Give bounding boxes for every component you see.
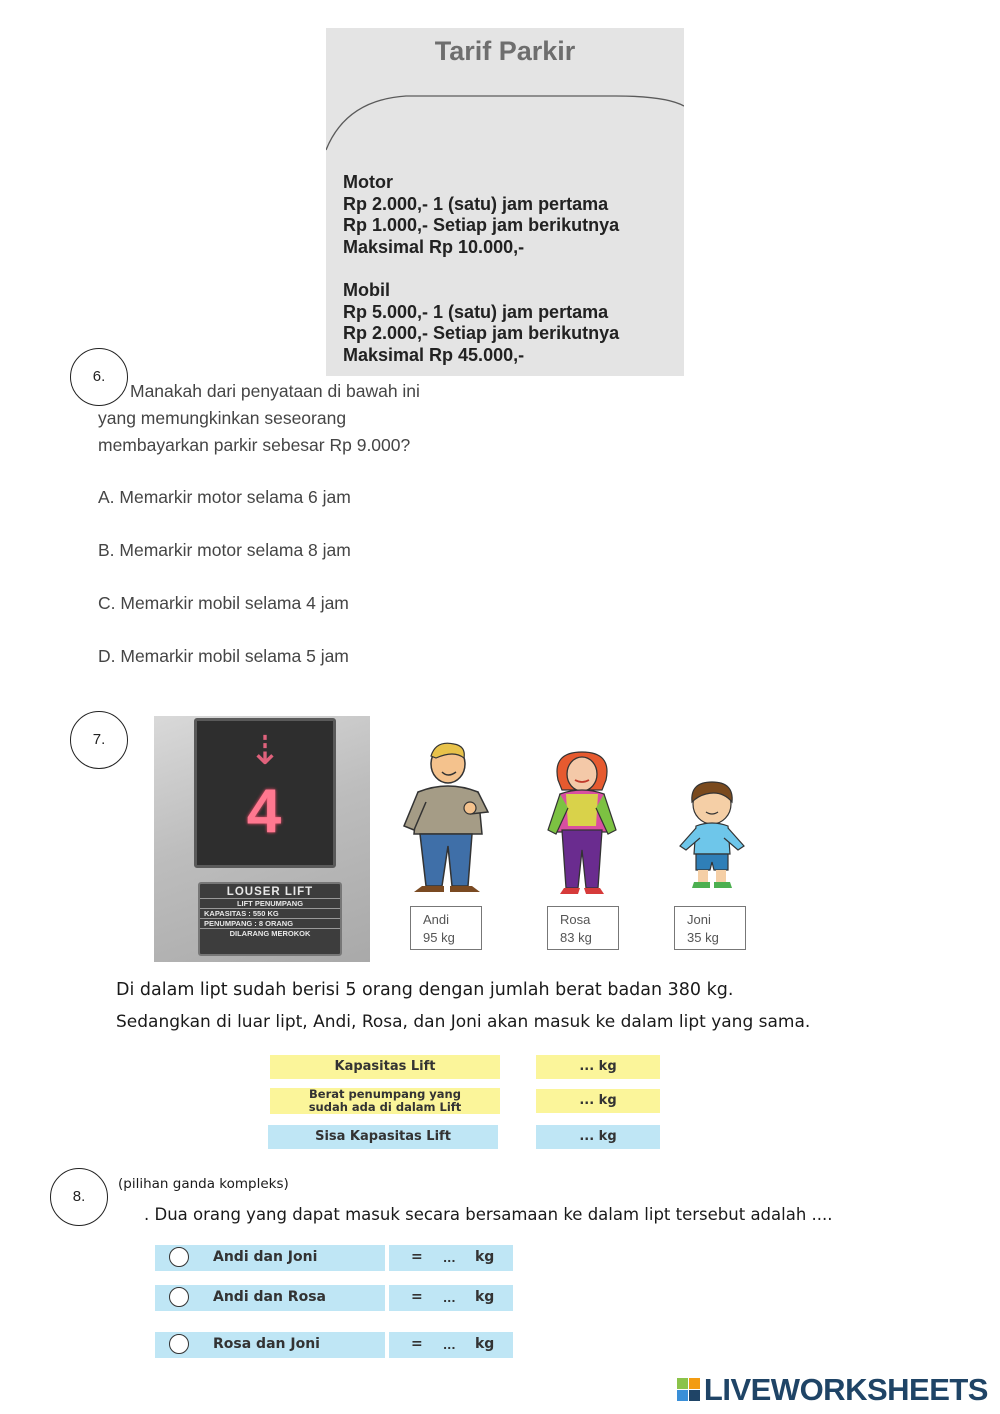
- q7-text-line-2: Sedangkan di luar lipt, Andi, Rosa, dan Joni akan masuk ke dalam lipt yang sama.: [116, 1012, 811, 1032]
- q6-question-line: membayarkan parkir sebesar Rp 9.000?: [98, 435, 411, 455]
- plate-line: LOUSER LIFT: [226, 886, 314, 898]
- capacity-input[interactable]: ... kg: [536, 1055, 660, 1079]
- liveworksheets-brand: [677, 1372, 988, 1408]
- existing-weight-input[interactable]: ... kg: [536, 1089, 660, 1113]
- existing-weight-label-line: Berat penumpang yang: [309, 1087, 461, 1101]
- value-placeholder: ...: [443, 1339, 456, 1352]
- existing-weight-label-line: sudah ada di dalam Lift: [308, 1100, 462, 1114]
- unit-label: kg: [475, 1336, 495, 1352]
- remaining-capacity-input[interactable]: ... kg: [536, 1125, 660, 1149]
- rosa-name: Rosa: [560, 912, 591, 927]
- brand-name: LIVEWORKSHEETS: [703, 1372, 988, 1407]
- question-number-7: 7.: [70, 711, 128, 769]
- plate-line: KAPASITAS : 550 KG: [200, 908, 340, 918]
- lift-photo: [154, 716, 370, 962]
- capacity-label: Kapasitas Lift: [270, 1055, 500, 1079]
- equals-sign: =: [411, 1249, 423, 1265]
- tarif-motor-heading: Motor: [343, 172, 393, 192]
- plate-line: DILARANG MEROKOK: [200, 928, 340, 938]
- choice-label: Andi dan Joni: [213, 1249, 318, 1265]
- radio-button[interactable]: [169, 1287, 189, 1307]
- lift-capacity-plate: [198, 882, 342, 956]
- question-number-8: 8.: [50, 1168, 108, 1226]
- joni-illustration: [676, 780, 752, 890]
- q8-question: . Dua orang yang dapat masuk secara bersamaan ke dalam lipt tersebut adalah ....: [144, 1205, 833, 1224]
- unit-label: kg: [475, 1249, 495, 1265]
- q6-question-line: Manakah dari penyataan di bawah ini: [130, 381, 420, 401]
- tarif-motor: [343, 172, 619, 258]
- equals-sign: =: [411, 1289, 423, 1305]
- joni-label-box: [674, 906, 746, 950]
- tarif-motor-line: Maksimal Rp 10.000,-: [343, 236, 525, 257]
- andi-weight: 95 kg: [423, 930, 455, 945]
- q6-question: [98, 378, 420, 459]
- liveworksheets-logo-icon: [677, 1378, 701, 1402]
- equals-sign: =: [411, 1336, 423, 1352]
- plate-line: LIFT PENUMPANG: [200, 898, 340, 908]
- tarif-mobil-heading: Mobil: [343, 280, 390, 300]
- question-number-6: 6.: [70, 348, 128, 406]
- lift-floor-number: 4: [246, 777, 284, 846]
- radio-button[interactable]: [169, 1247, 189, 1267]
- tarif-mobil-line: Rp 5.000,- 1 (satu) jam pertama: [343, 301, 609, 322]
- andi-illustration: [396, 742, 496, 894]
- tarif-motor-line: Rp 1.000,- Setiap jam berikutnya: [343, 215, 620, 235]
- andi-label-box: [410, 906, 482, 950]
- q7-text-line-1: Di dalam lipt sudah berisi 5 orang dengan jumlah berat badan 380 kg.: [116, 980, 734, 1000]
- tarif-mobil-line: Maksimal Rp 45.000,-: [343, 344, 525, 365]
- tarif-mobil-line: Rp 2.000,- Setiap jam berikutnya: [343, 323, 620, 343]
- tarif-parkir-card: [326, 28, 684, 376]
- remaining-capacity-label: Sisa Kapasitas Lift: [268, 1125, 498, 1149]
- choice-label: Rosa dan Joni: [213, 1336, 320, 1352]
- choice-rosa-joni[interactable]: [155, 1332, 385, 1358]
- radio-button[interactable]: [169, 1334, 189, 1354]
- q6-option-c[interactable]: C. Memarkir mobil selama 4 jam: [98, 593, 349, 613]
- choice-andi-joni-value[interactable]: [389, 1245, 513, 1271]
- choice-rosa-joni-value[interactable]: [389, 1332, 513, 1358]
- rosa-illustration: [542, 750, 622, 896]
- value-placeholder: ...: [443, 1252, 456, 1265]
- joni-weight: 35 kg: [687, 930, 719, 945]
- joni-name: Joni: [687, 912, 711, 927]
- value-placeholder: ...: [443, 1292, 456, 1305]
- plate-line: PENUMPANG : 8 ORANG: [200, 918, 340, 928]
- unit-label: kg: [475, 1289, 495, 1305]
- choice-andi-rosa-value[interactable]: [389, 1285, 513, 1311]
- choice-andi-joni[interactable]: [155, 1245, 385, 1271]
- q6-option-d[interactable]: D. Memarkir mobil selama 5 jam: [98, 646, 349, 666]
- down-arrow-icon: ⇣: [248, 729, 282, 773]
- choice-label: Andi dan Rosa: [213, 1289, 326, 1305]
- q6-question-line: yang memungkinkan seseorang: [98, 408, 347, 428]
- tarif-divider-curve: [326, 88, 684, 158]
- tarif-title: Tarif Parkir: [434, 36, 576, 66]
- q6-option-a[interactable]: A. Memarkir motor selama 6 jam: [98, 487, 351, 507]
- choice-andi-rosa[interactable]: [155, 1285, 385, 1311]
- rosa-weight: 83 kg: [560, 930, 592, 945]
- rosa-label-box: [547, 906, 619, 950]
- tarif-mobil: [343, 280, 619, 366]
- tarif-motor-line: Rp 2.000,- 1 (satu) jam pertama: [343, 193, 609, 214]
- andi-name: Andi: [423, 912, 450, 927]
- existing-weight-label: [270, 1088, 500, 1114]
- q6-option-b[interactable]: B. Memarkir motor selama 8 jam: [98, 540, 351, 560]
- q8-hint: (pilihan ganda kompleks): [118, 1176, 289, 1192]
- lift-floor-display: [194, 718, 336, 868]
